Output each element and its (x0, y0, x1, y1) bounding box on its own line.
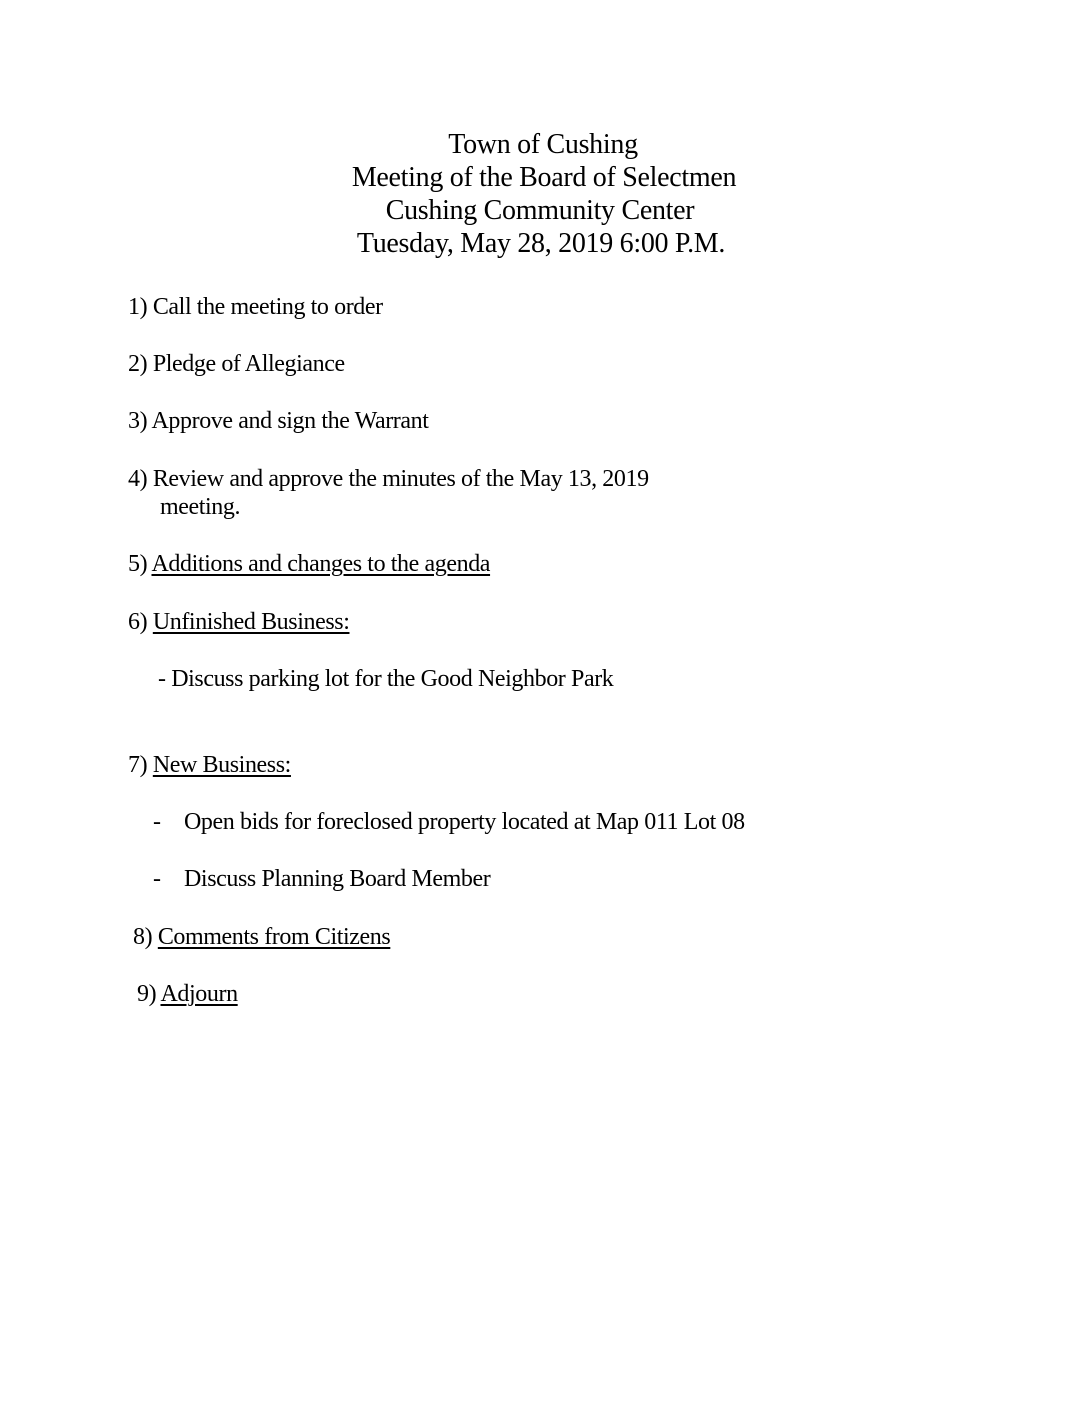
agenda-item-4 (128, 465, 649, 521)
agenda-text: Comments from Citizens (157, 924, 391, 950)
agenda-item-8 (133, 923, 390, 951)
subitem-text: Discuss Planning Board Member (184, 866, 491, 892)
agenda-text: Call the meeting to order (152, 294, 383, 320)
agenda-text-continuation: meeting. (160, 494, 241, 520)
agenda-number: 4) (128, 466, 148, 492)
agenda-item-9 (137, 980, 238, 1008)
agenda-item-5 (128, 550, 490, 578)
agenda-item-1 (128, 293, 383, 321)
agenda-item-6 (128, 608, 349, 636)
document-header (0, 128, 1088, 260)
agenda-number: 5) (128, 551, 148, 577)
agenda-item-7 (128, 751, 291, 779)
agenda-item-2 (128, 350, 345, 378)
bullet-dash: - (153, 866, 161, 892)
subitem-text: Open bids for foreclosed property located at Map 011 Lot 08 (184, 809, 745, 835)
agenda-text: Approve and sign the Warrant (151, 408, 429, 434)
agenda-subitem (158, 665, 613, 693)
agenda-number: 9) (137, 981, 157, 1007)
agenda-number: 1) (128, 294, 148, 320)
agenda-text: Review and approve the minutes of the May 13, 2019 (152, 466, 649, 492)
agenda-text: Pledge of Allegiance (152, 351, 345, 377)
agenda-number: 3) (128, 408, 148, 434)
agenda-subitem (153, 808, 745, 836)
agenda-text: Unfinished Business: (152, 609, 350, 635)
agenda-text: Adjourn (160, 981, 238, 1007)
agenda-number: 2) (128, 351, 148, 377)
agenda-text: New Business: (152, 752, 291, 778)
agenda-number: 6) (128, 609, 148, 635)
subitem-text: - Discuss parking lot for the Good Neighbor Park (158, 666, 614, 692)
meeting-location: Cushing Community Center (385, 195, 695, 226)
agenda-number: 8) (133, 924, 153, 950)
meeting-datetime: Tuesday, May 28, 2019 6:00 P.M. (356, 228, 726, 259)
agenda-subitem (153, 865, 490, 893)
agenda-item-3 (128, 407, 429, 435)
town-name: Town of Cushing (448, 129, 638, 160)
agenda-text: Additions and changes to the agenda (151, 551, 491, 577)
agenda-number: 7) (128, 752, 148, 778)
bullet-dash: - (153, 809, 161, 835)
meeting-title: Meeting of the Board of Selectmen (351, 162, 737, 193)
